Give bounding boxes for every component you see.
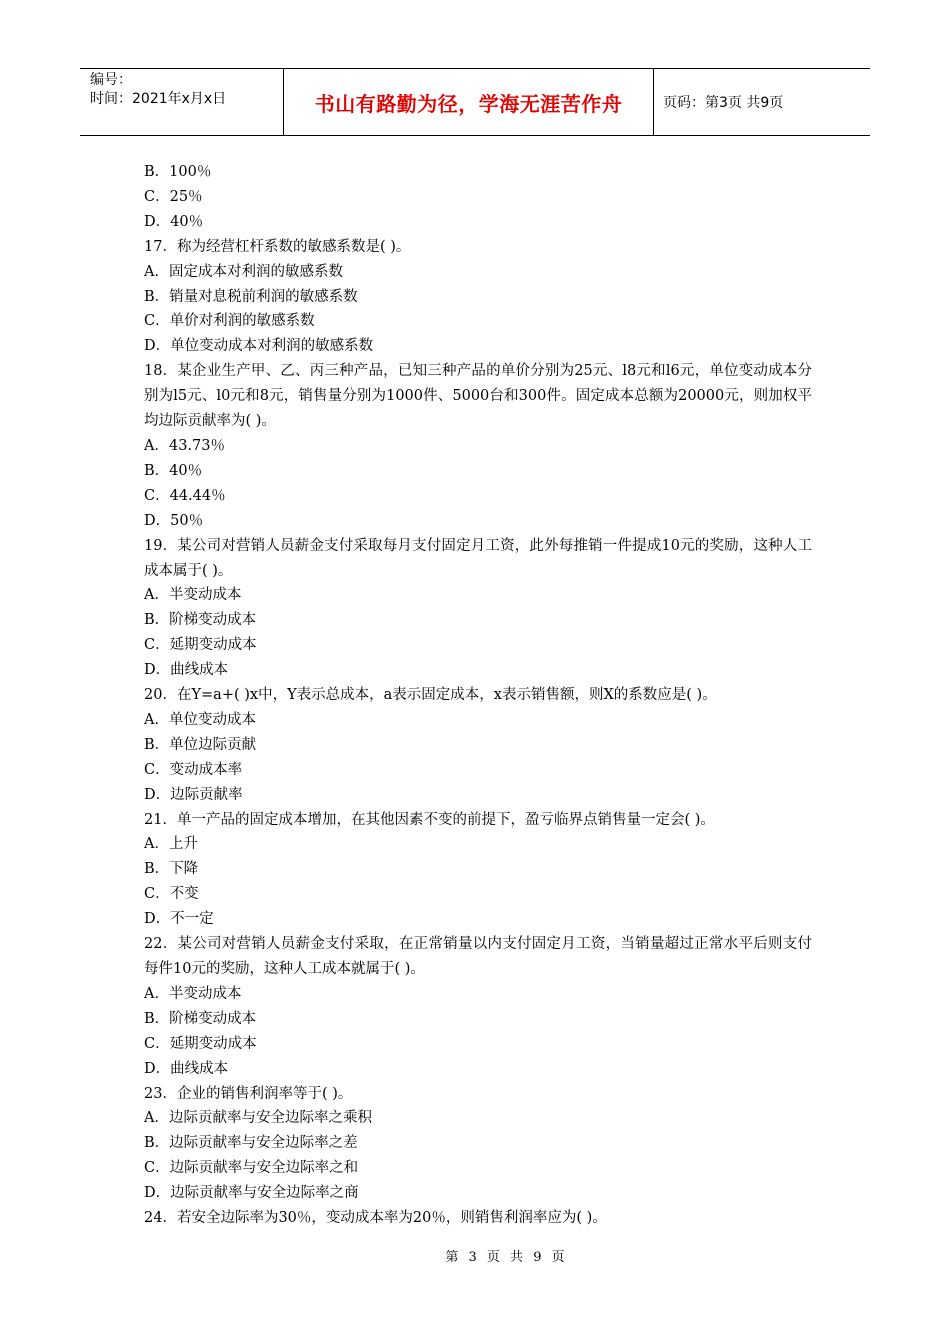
text-line: A．43.73％ [144, 437, 225, 454]
text-line: D．曲线成本 [144, 662, 229, 679]
header-motto: 书山有路勤为径，学海无涯苦作舟 [314, 91, 623, 116]
question-21: 21．单一产品的固定成本增加，在其他因素不变的前提下，盈亏临界点销售量一定会( )。 [144, 811, 715, 828]
text-line: B．单位边际贡献 [144, 736, 257, 753]
text-line: A．边际贡献率与安全边际率之乘积 [144, 1110, 372, 1127]
question-24: 24．若安全边际率为30％，变动成本率为20％，则销售利润率应为( )。 [144, 1210, 607, 1227]
page-header [80, 68, 870, 136]
document-number-label: 编号： [90, 72, 132, 88]
header-page-cell [654, 69, 870, 135]
question-22: 22．某公司对营销人员薪金支付采取，在正常销量以内支付固定月工资，当销量超过正常水平后则支付每件10元的奖励，这种人工成本就属于( )。 [144, 936, 812, 977]
text-line: C．25％ [144, 188, 203, 205]
header-page-label: 页码：第3页 共9页 [663, 95, 784, 111]
text-line: B．销量对息税前利润的敏感系数 [144, 288, 358, 305]
text-line: B．阶梯变动成本 [144, 1010, 257, 1027]
text-line: C．变动成本率 [144, 761, 243, 778]
question-19: 19．某公司对营销人员薪金支付采取每月支付固定月工资，此外每推销一件提成10元的奖励，这种人工成本属于( )。 [144, 537, 812, 579]
question-23: 23．企业的销售利润率等于( )。 [144, 1085, 353, 1102]
text-line: C．延期变动成本 [144, 637, 257, 654]
text-line: C．不变 [144, 886, 199, 903]
question-18: 18．某企业生产甲、乙、丙三种产品，已知三种产品的单价分别为25元、l8元和l6元，单位变动成本分别为l5元、l0元和8元，销售量分别为1000件、5000台和300件。固定成本总额为20000元，则加权平均边际贡献率为( )。 [144, 363, 812, 430]
header-motto-cell [283, 69, 654, 135]
text-line: C．44.44％ [144, 487, 226, 504]
text-line: D．边际贡献率 [144, 786, 243, 803]
text-line: B．下降 [144, 861, 199, 878]
question-17: 17．称为经营杠杆系数的敏感系数是( )。 [144, 238, 411, 255]
text-line: D．40％ [144, 213, 204, 230]
document-body [144, 160, 812, 1231]
text-line: D．曲线成本 [144, 1060, 229, 1077]
text-line: B．边际贡献率与安全边际率之差 [144, 1135, 358, 1152]
text-line: A．上升 [144, 836, 198, 853]
text-line: A．半变动成本 [144, 985, 242, 1002]
text-line: B．阶梯变动成本 [144, 612, 257, 629]
document-time-label: 时间：2021年x月x日 [90, 91, 227, 107]
text-line: A．单位变动成本 [144, 711, 256, 728]
text-line: D．单位变动成本对利润的敏感系数 [144, 338, 374, 355]
text-line: A．固定成本对利润的敏感系数 [144, 263, 343, 280]
text-line: D．边际贡献率与安全边际率之商 [144, 1185, 359, 1202]
question-20: 20．在Y=a+( )x中，Y表示总成本，a表示固定成本，x表示销售额，则X的系数应是( )。 [144, 687, 717, 704]
text-line: B．40％ [144, 462, 203, 479]
text-line: B．100％ [144, 164, 212, 180]
text-line: C．边际贡献率与安全边际率之和 [144, 1160, 359, 1177]
header-meta [80, 69, 283, 135]
text-line: C．单价对利润的敏感系数 [144, 313, 315, 330]
text-line: A．半变动成本 [144, 587, 242, 604]
text-line: D．不一定 [144, 911, 214, 928]
text-line: C．延期变动成本 [144, 1035, 257, 1052]
page-footer: 第 3 页 共 9 页 [445, 1250, 565, 1265]
text-line: D．50％ [144, 512, 204, 529]
